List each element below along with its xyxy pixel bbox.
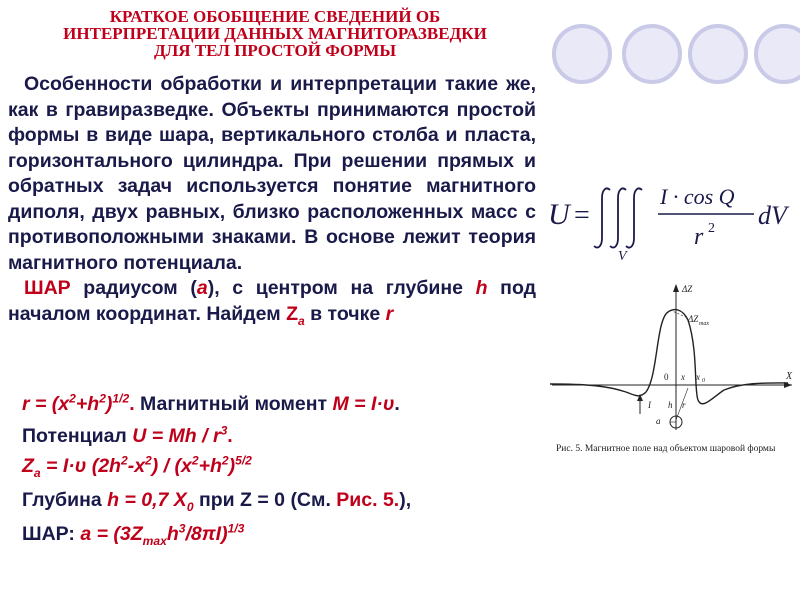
p2-text-3: под началом координат. Найдем	[8, 277, 536, 325]
decorative-circles	[548, 18, 800, 90]
a-label: a	[656, 416, 661, 426]
za-expr-4: +h	[198, 455, 222, 477]
za-z: Z	[22, 455, 34, 477]
x0-label: x	[696, 372, 700, 382]
body-text	[8, 72, 536, 327]
paragraph-2	[8, 276, 536, 327]
line-depth	[22, 488, 411, 514]
p2-r: r	[385, 302, 394, 325]
title-line-2: ИНТЕРПРЕТАЦИИ ДАННЫХ МАГНИТОРАЗВЕДКИ	[63, 24, 487, 43]
r-exp-1: 2	[69, 391, 76, 406]
shar-expr-2: h	[166, 523, 179, 545]
depth-label: Глубина	[22, 489, 108, 511]
shar-expr-3: /8πI)	[185, 523, 228, 545]
dzmax-label: ΔZ	[688, 314, 699, 324]
dz-axis-arrow	[673, 284, 679, 292]
formula-u: U	[548, 198, 570, 231]
r-end: .	[394, 393, 400, 415]
za-exp-3: 2	[191, 453, 199, 468]
potential-expr: U = Mh / r	[132, 425, 221, 447]
p2-text-4: в точке	[304, 302, 386, 325]
i-label: I	[648, 400, 651, 410]
x-label: x	[681, 372, 685, 382]
za-exp-5: 5/2	[235, 453, 252, 468]
integral-sign-1	[594, 188, 610, 247]
circle-3	[690, 26, 746, 82]
za-exp-1: 2	[120, 453, 128, 468]
integral-sign-3	[626, 188, 642, 247]
paragraph-1: Особенности обработки и интерпретации такие же, как в гравиразведке. Объекты принимаются простой формы в виде шара, вертикального столба и пласта, горизонтального цилиндра. При решении прямых и обратных задач используется понятие магнитного диполя, двух равных, близко расположенных масс с противоположными знаками. В основе лежит теория магнитного потенциала.	[8, 73, 536, 274]
r-close: )	[105, 393, 113, 415]
za-sub: a	[33, 465, 41, 480]
potential-label: Потенциал	[22, 425, 133, 447]
formula-denominator-exp: 2	[708, 221, 715, 236]
circle-2	[624, 26, 680, 82]
p2-h: h	[475, 277, 488, 299]
origin-label: 0	[664, 372, 669, 382]
za-expr-5: )	[228, 455, 236, 477]
circle-1	[554, 26, 610, 82]
line-shar	[22, 522, 244, 548]
za-exp-2: 2	[145, 453, 152, 468]
za-exp-4: 2	[221, 453, 229, 468]
dzmax-dash	[670, 310, 688, 318]
r-exp-2: 2	[99, 391, 106, 406]
za-expr-3: ) / (x	[151, 455, 192, 477]
p2-text-2: ), с центром на глубине	[207, 277, 476, 299]
dzmax-sub: max	[699, 321, 709, 327]
r-expr: r = (x	[22, 393, 70, 415]
circle-4	[756, 26, 800, 82]
shar-expr: a = (3Z	[80, 523, 143, 545]
depth-end: ),	[399, 489, 412, 511]
potential-end: .	[227, 425, 233, 447]
p2-z: Z	[286, 302, 298, 325]
x0-sub: 0	[702, 378, 705, 384]
moment-expr: M = I·υ	[332, 393, 395, 415]
depth-text: при Z = 0 (См.	[193, 489, 337, 511]
anomaly-curve	[550, 310, 788, 404]
line-za	[22, 454, 252, 480]
shar-exp-1: 3	[178, 521, 186, 536]
r-dot: .	[129, 393, 135, 415]
r-exp-3: 1/2	[112, 391, 130, 406]
figure-caption: Рис. 5. Магнитное поле над объектом шаровой формы	[556, 444, 776, 454]
h-label: h	[668, 400, 673, 410]
shar-exp-2: 1/3	[227, 521, 245, 536]
shar-label: ШАР:	[22, 523, 81, 545]
r-label: r	[682, 400, 686, 410]
formula-eq: =	[574, 200, 590, 231]
depth-expr: h = 0,7 X	[107, 489, 187, 511]
title-line-1: КРАТКОЕ ОБОБЩЕНИЕ СВЕДЕНИЙ ОБ	[109, 7, 441, 26]
shar-sub: max	[142, 533, 167, 548]
r-line	[676, 388, 688, 420]
za-expr-2: -x	[127, 455, 146, 477]
integral-limit-v: V	[618, 249, 627, 264]
line-r	[22, 392, 400, 418]
p2-z-sub: a	[298, 313, 305, 328]
za-expr-1: = I·υ (2h	[40, 455, 121, 477]
potential-integral-formula	[548, 176, 798, 266]
r-text: Магнитный момент	[134, 393, 333, 415]
figure-reference-link[interactable]: Рис. 5.	[336, 489, 400, 511]
formula-numerator: I · cos Q	[660, 184, 735, 209]
magnetic-field-figure	[548, 280, 800, 440]
title-line-3: ДЛЯ ТЕЛ ПРОСТОЙ ФОРМЫ	[153, 41, 397, 60]
potential-exp: 3	[220, 423, 228, 438]
slide-title	[20, 8, 530, 59]
p2-a: a	[196, 277, 208, 299]
formula-denominator: r	[694, 224, 704, 250]
depth-sub: 0	[186, 499, 194, 514]
r-plus: +h	[75, 393, 100, 415]
line-potential	[22, 424, 233, 450]
integral-sign-2	[610, 188, 626, 247]
dz-label: ΔZ	[682, 284, 693, 294]
shar-word: ШАР	[24, 277, 71, 299]
p2-text-1: радиусом (	[70, 277, 197, 299]
axis-x-label: X	[786, 371, 793, 382]
formula-dv: dV	[758, 201, 787, 230]
